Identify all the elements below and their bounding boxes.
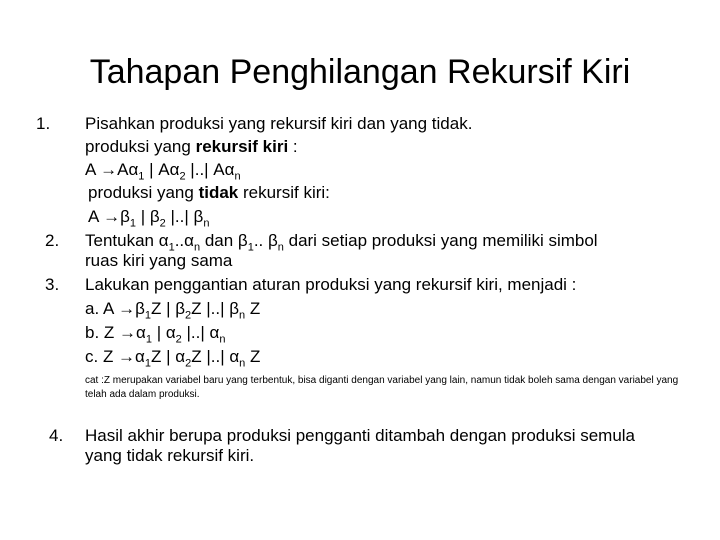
item-1-line-2: produksi yang rekursif kiri : [85, 137, 298, 156]
item-4-line-2: yang tidak rekursif kiri. [85, 446, 255, 465]
item-1-number: 1. [36, 114, 51, 133]
item-3-rule-b: b. $Z \to\alpha_1$ | $\alpha_2$ |..| $\alpha_n$ [85, 323, 226, 346]
item-1-line-1: Pisahkan produksi yang rekursif kiri dan yang tidak. [85, 114, 473, 133]
item-1-line-4: produksi yang tidak rekursif kiri: [88, 183, 330, 202]
item-4-line-1: Hasil akhir berupa produksi pengganti ditambah dengan produksi semula [85, 426, 636, 445]
item-2-line-2: ruas kiri yang sama [85, 251, 233, 270]
item-1-production-recursive: $A \to A\alpha_1$ | $A\alpha_2$ |..| $A\alpha_n$ [85, 160, 241, 183]
item-3-line-1: Lakukan penggantian aturan produksi yang rekursif kiri, menjadi : [85, 275, 577, 294]
item-2-line-1: Tentukan $\alpha_1..\alpha_n$ dan $\beta_1$.. $\beta_n$ dari setiap produksi yang memiliki simbol [85, 231, 598, 254]
item-2-number: 2. [45, 231, 60, 250]
item-3-rule-a: a. $A \to\beta_1Z$ | $\beta_2Z$ |..| $\beta_n$ Z [85, 299, 261, 322]
item-4-number: 4. [49, 426, 64, 445]
item-3-number: 3. [45, 275, 60, 294]
slide-title: Tahapan Penghilangan Rekursif Kiri [89, 53, 631, 91]
item-1-production-nonrecursive: $A \to\beta_1$ | $\beta_2$ |..| $\beta_n$ [88, 207, 210, 230]
note-text: cat :Z merupakan variabel baru yang terbentuk, bisa diganti dengan variabel yang lain, namun tidak boleh sama dengan variabel yang telah ada dalam produksi. [85, 375, 679, 400]
item-3-rule-c: c. $Z \to\alpha_1Z$ | $\alpha_2Z$ |..| $\alpha_n$ Z [85, 347, 261, 370]
